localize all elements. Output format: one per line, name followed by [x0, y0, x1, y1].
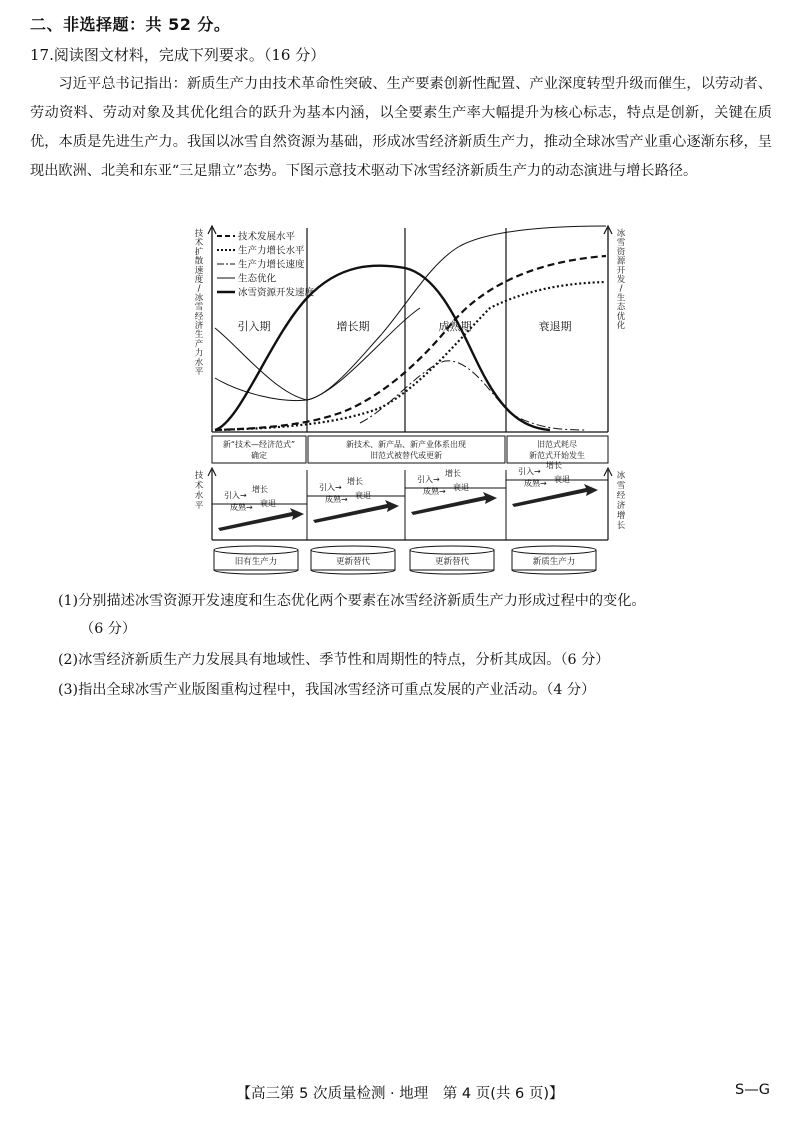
growth-path-figure [190, 218, 630, 580]
legend [217, 231, 315, 299]
arrow-group-4 [512, 460, 598, 507]
stage-label-maturity: 成熟期 [438, 320, 472, 333]
sub-question-1-score: （6 分） [80, 621, 137, 637]
legend-resource-dev-speed: 冰雪资源开发速度 [238, 287, 315, 299]
arrow-label-mature: 成熟→ [230, 503, 253, 512]
legend-tech-level: 技术发展水平 [238, 231, 296, 243]
legend-productivity-speed: 生产力增长速度 [238, 259, 305, 271]
paradigm-box-2-line1: 新技术、新产品、新产业体系出现 [346, 440, 466, 449]
arrow-label-growth: 增长 [546, 461, 562, 470]
material-paragraph: 习近平总书记指出：新质生产力由技术革命性突破、生产要素创新性配置、产业深度转型升级而催生，以劳动者、劳动资料、劳动对象及其优化组合的跃升为基本内涵，以全要素生产率大幅提升为核心标志，特点是创新，关键在质优，本质是先进生产力。我国以冰雪自然资源为基础，形成冰雪经济新质生产力，推动全球冰雪产业重心逐渐东移，呈现出欧洲、北美和东亚“三足鼎立”态势。下图示意技术驱动下冰雪经济新质生产力的动态演进与增长路径。 [30, 76, 772, 179]
paradigm-box-1-line2: 确定 [251, 451, 267, 460]
arrow-label-decline: 衰退 [355, 491, 371, 500]
lower-left-axis-label [195, 470, 204, 511]
lower-left-axis-text: 技术水平 [194, 471, 204, 511]
bottom-box-label: 新质生产力 [532, 557, 576, 567]
bottom-boxes [214, 546, 596, 574]
section-title: 二、非选择题：共 52 分。 [30, 15, 231, 34]
legend-productivity-level: 生产力增长水平 [238, 245, 305, 257]
productivity-speed-curve [360, 361, 585, 430]
productivity-level-curve [215, 282, 606, 430]
arrow-label-intro: 引入→ [319, 483, 342, 492]
arrow-group-1 [218, 484, 304, 531]
legend-ecology: 生态优化 [238, 273, 277, 285]
right-axis-text: 冰雪资源开发/生态优化 [616, 229, 626, 331]
arrow-label-growth: 增长 [445, 469, 461, 478]
arrow-label-intro: 引入→ [224, 491, 247, 500]
footer-code: S—G [735, 1082, 770, 1098]
sub-question-2: (2)冰雪经济新质生产力发展具有地域性、季节性和周期性的特点，分析其成因。（6 分） [58, 652, 610, 668]
paradigm-box-1-line1: 新“技术—经济范式” [222, 440, 296, 449]
lower-right-axis-text: 冰雪经济增长 [616, 471, 626, 531]
bottom-box-4 [512, 546, 596, 574]
bottom-box-label: 旧有生产力 [234, 557, 278, 567]
arrow-label-decline: 衰退 [260, 499, 276, 508]
arrow-label-decline: 衰退 [453, 483, 469, 492]
bottom-box-2 [311, 546, 395, 574]
figure-svg [190, 218, 630, 580]
bottom-box-label: 更新替代 [434, 557, 470, 567]
lower-right-axis-label [617, 470, 626, 531]
left-axis-label [195, 228, 204, 377]
arrow-label-mature: 成熟→ [325, 495, 348, 504]
paradigm-box-3-line2: 新范式开始发生 [529, 451, 585, 460]
bottom-box-label: 更新替代 [335, 557, 371, 567]
paradigm-boxes [212, 436, 608, 463]
footer-text: 【高三第 5 次质量检测 · 地理 第 4 页(共 6 页)】 [236, 1086, 564, 1102]
stage-arrow-groups [218, 460, 598, 531]
stage-label-growth: 增长期 [336, 320, 370, 333]
sub-question-1: (1)分别描述冰雪资源开发速度和生态优化两个要素在冰雪经济新质生产力形成过程中的变化。 [58, 593, 646, 609]
arrow-label-mature: 成熟→ [524, 479, 547, 488]
stage-label-introduction: 引入期 [237, 320, 271, 333]
bottom-box-1 [214, 546, 298, 574]
stage-label-decline: 衰退期 [538, 320, 572, 333]
left-axis-text: 技术扩散速度/冰雪经济生产力水平 [194, 229, 204, 377]
bottom-box-3 [410, 546, 494, 574]
arrow-label-decline: 衰退 [554, 475, 570, 484]
question-title: 17.阅读图文材料，完成下列要求。（16 分） [30, 46, 326, 64]
arrow-group-3 [411, 468, 497, 515]
arrow-label-intro: 引入→ [518, 467, 541, 476]
right-axis-label [617, 228, 626, 331]
arrow-group-2 [313, 476, 399, 523]
arrow-label-growth: 增长 [252, 485, 268, 494]
paradigm-box-3-line1: 旧范式耗尽 [537, 440, 577, 449]
paradigm-box-2-line2: 旧范式被替代或更新 [370, 451, 442, 460]
arrow-label-mature: 成熟→ [423, 487, 446, 496]
arrow-label-intro: 引入→ [417, 475, 440, 484]
sub-question-3: (3)指出全球冰雪产业版图重构过程中，我国冰雪经济可重点发展的产业活动。（4 分） [58, 682, 596, 698]
arrow-label-growth: 增长 [347, 477, 363, 486]
